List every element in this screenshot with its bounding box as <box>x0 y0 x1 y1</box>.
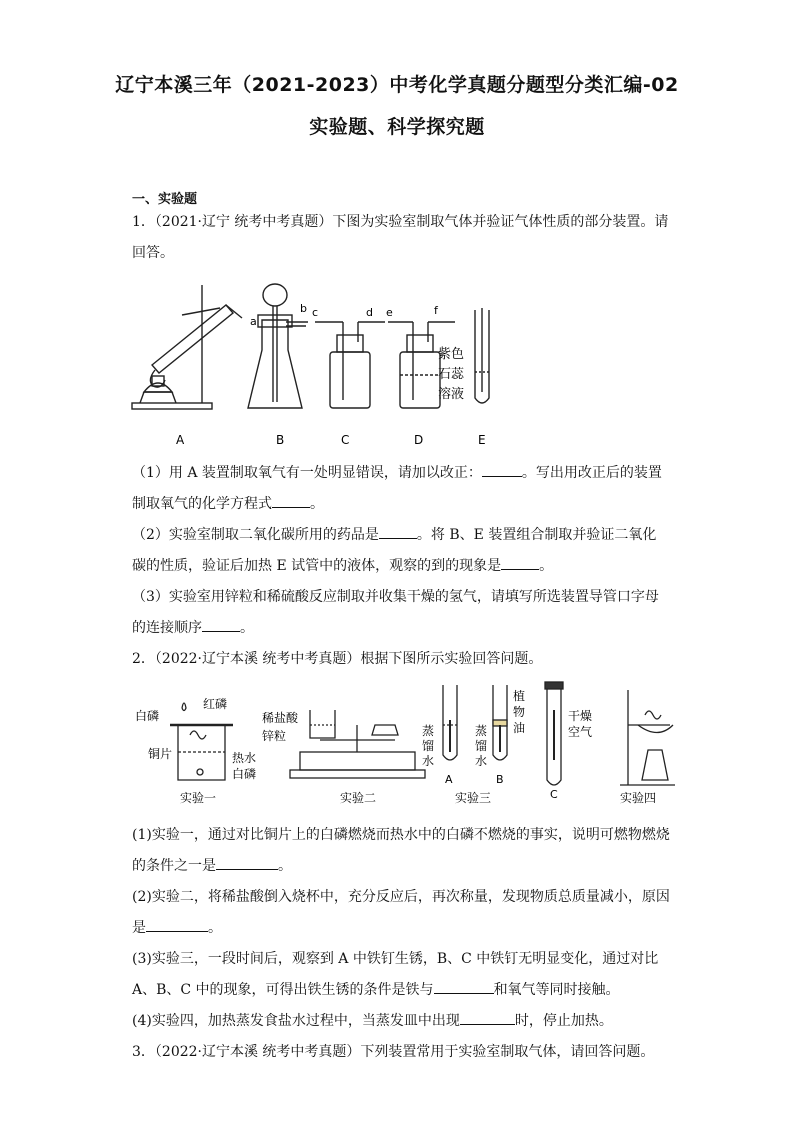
exp3-tube-c: C <box>550 788 558 801</box>
answer-blank[interactable] <box>379 524 417 539</box>
q1-part2-line2: 碳的性质，验证后加热 E 试管中的液体，观察的到的现象是 。 <box>132 551 672 582</box>
litmus-label-1: 紫色 <box>438 347 465 362</box>
fig-label-c: C <box>341 433 350 447</box>
exp3-tube-a: A <box>445 773 453 786</box>
exp1-caption: 实验一 <box>180 791 217 805</box>
answer-blank[interactable] <box>202 617 240 632</box>
q2-part3-line1: (3)实验三，一段时间后，观察到 A 中铁钉生锈，B、C 中铁钉无明显变化，通过对比 <box>132 951 659 967</box>
exp3-water-b: 水 <box>475 754 488 768</box>
q1-part1-line2: 制取氧气的化学方程式 。 <box>132 489 672 520</box>
exp3-caption: 实验三 <box>455 791 492 805</box>
exp1-copper: 铜片 <box>148 747 173 761</box>
exp3-water-a: 蒸 <box>422 724 435 738</box>
answer-blank[interactable] <box>146 917 208 932</box>
q1-part2-line1: （2）实验室制取二氧化碳所用的药品是 。将 B、E 装置组合制取并验证二氧化 <box>132 520 672 551</box>
q2-experiments-figure <box>130 680 680 810</box>
section-heading: 一、实验题 <box>132 192 198 207</box>
port-d: d <box>366 306 373 319</box>
q1-apparatus-figure <box>130 280 510 455</box>
q1-part3-line1: （3）实验室用锌粒和稀硫酸反应制取并收集干燥的氢气，请填写所选装置导管口字母 <box>132 589 659 605</box>
q2-part3-line2: A、B、C 中的现象，可得出铁生锈的条件是铁与 和氧气等同时接触。 <box>132 975 672 1006</box>
exp3-oil: 油 <box>513 721 526 735</box>
q2-part1-line1: (1)实验一，通过对比铜片上的白磷燃烧而热水中的白磷不燃烧的事实，说明可燃物燃烧 <box>132 827 670 843</box>
fig-label-a: A <box>176 433 185 447</box>
exp3-oil: 物 <box>513 705 526 719</box>
answer-blank[interactable] <box>272 493 310 508</box>
q2-part2-line1: (2)实验二，将稀盐酸倒入烧杯中，充分反应后，再次称量，发现物质总质量减小，原因 <box>132 889 670 905</box>
q2-part2-line2: 是 。 <box>132 913 672 944</box>
exp4-caption: 实验四 <box>620 791 657 805</box>
exp3-water-b: 馏 <box>475 739 488 753</box>
q2-part1-line2: 的条件之一是 。 <box>132 851 672 882</box>
exp1-white-phosphorus-2: 白磷 <box>232 767 257 781</box>
exp1-white-phosphorus: 白磷 <box>135 709 160 723</box>
fig-label-b: B <box>276 433 285 447</box>
q1-stem-line2: 回答。 <box>132 245 174 261</box>
q1-part1-line1: （1）用 A 装置制取氧气有一处明显错误，请加以改正： 。写出用改正后的装置 <box>132 458 672 489</box>
document-title-line1: 辽宁本溪三年（2021-2023）中考化学真题分题型分类汇编-02 <box>115 74 679 96</box>
port-b: b <box>300 302 307 315</box>
litmus-label-2: 石蕊 <box>438 367 465 382</box>
exp3-dry-air: 空气 <box>568 725 593 739</box>
answer-blank[interactable] <box>460 1010 515 1025</box>
answer-blank[interactable] <box>501 555 539 570</box>
q1-stem-line1: 1．（2021·辽宁 统考中考真题）下图为实验室制取气体并验证气体性质的部分装置。请 <box>132 214 669 230</box>
q3-stem: 3．（2022·辽宁本溪 统考中考真题）下列装置常用于实验室制取气体，请回答问题。 <box>132 1044 655 1060</box>
port-f: f <box>434 304 438 317</box>
port-a: a <box>250 315 257 328</box>
exp1-hot-water: 热水 <box>232 751 257 765</box>
exp3-water-b: 蒸 <box>475 724 488 738</box>
answer-blank[interactable] <box>434 979 494 994</box>
exp2-caption: 实验二 <box>340 791 377 805</box>
q1-part3-line2: 的连接顺序 。 <box>132 613 672 644</box>
exp2-hcl: 稀盐酸 <box>262 711 299 725</box>
port-e: e <box>386 306 393 319</box>
exp3-water-a: 馏 <box>422 739 435 753</box>
fig-label-e: E <box>478 433 486 447</box>
document-title-line2: 实验题、科学探究题 <box>309 116 485 138</box>
litmus-label-3: 溶液 <box>438 387 465 402</box>
exp3-oil: 植 <box>513 689 526 703</box>
answer-blank[interactable] <box>482 462 522 477</box>
exp3-water-a: 水 <box>422 754 435 768</box>
exp3-tube-b: B <box>496 773 504 786</box>
answer-blank[interactable] <box>216 855 278 870</box>
fig-label-d: D <box>414 433 424 447</box>
exp2-zinc: 锌粒 <box>262 729 287 743</box>
port-c: c <box>312 306 319 319</box>
exp3-dry-air: 干燥 <box>568 709 593 723</box>
q2-part4: (4)实验四，加热蒸发食盐水过程中，当蒸发皿中出现 时，停止加热。 <box>132 1006 672 1037</box>
q2-stem: 2．（2022·辽宁本溪 统考中考真题）根据下图所示实验回答问题。 <box>132 651 543 667</box>
exp1-red-phosphorus: 红磷 <box>203 697 228 711</box>
